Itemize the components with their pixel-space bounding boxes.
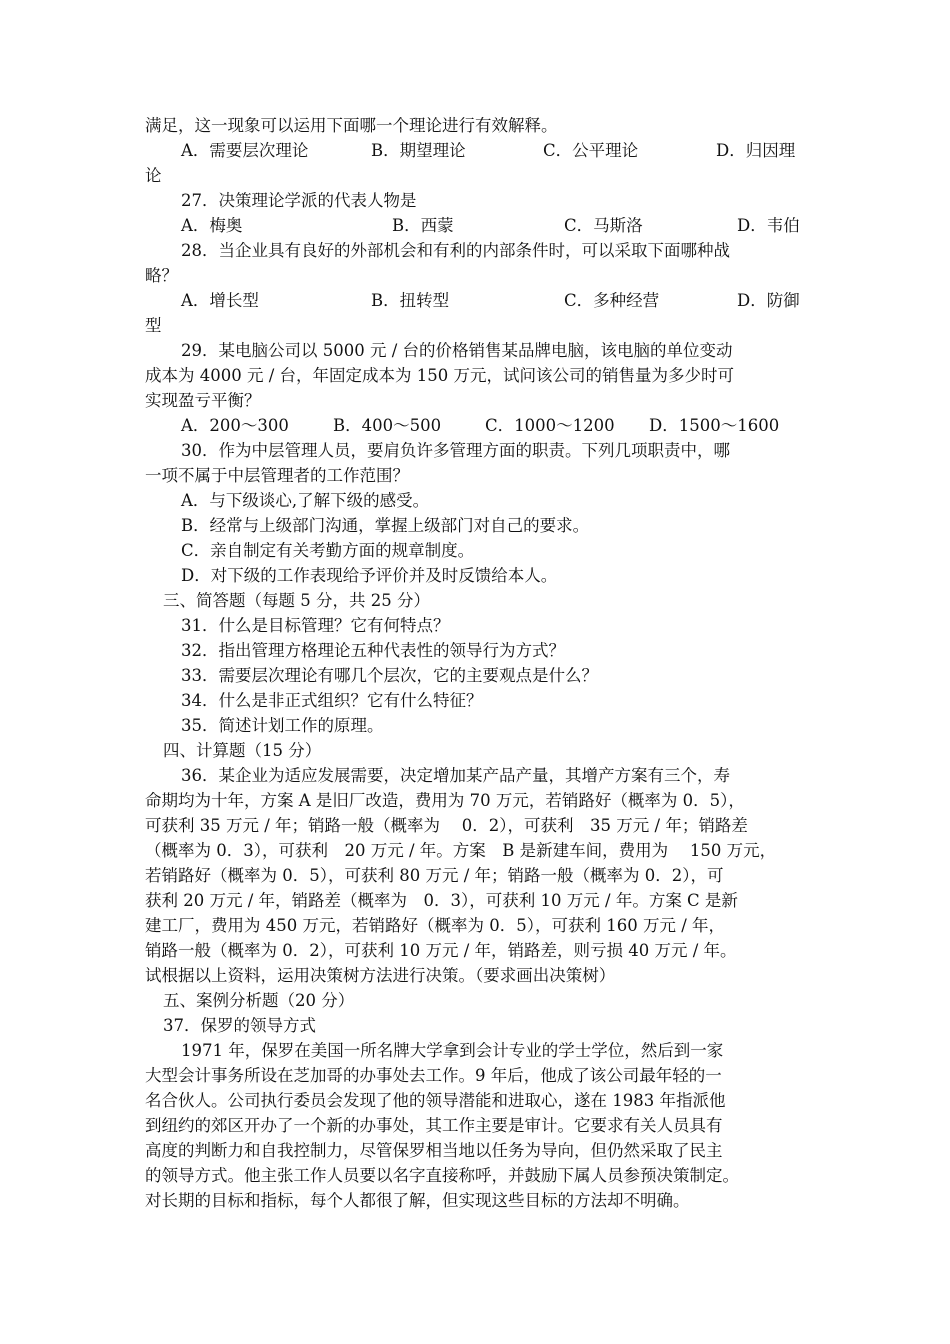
q36-line: 销路一般（概率为 0．2），可获利 10 万元 / 年，销路差，则亏损 40 万元 / 年。 bbox=[145, 941, 737, 960]
case-paragraph-line: 高度的判断力和自我控制力，尽管保罗相当地以任务为导向，但仍然采取了民主 bbox=[145, 1141, 723, 1160]
q36-line: 若销路好（概率为 0．5），可获利 80 万元 / 年；销路一般（概率为 0．2），可 bbox=[145, 866, 724, 885]
q29-line2: 成本为 4000 元 / 台，年固定成本为 150 万元，试问该公司的销售量为多少时可 bbox=[145, 366, 735, 385]
q28-option-d: D．防御 bbox=[737, 291, 800, 310]
q28-stem-line2: 略？ bbox=[145, 266, 178, 285]
section-5-heading: 五、案例分析题（20 分） bbox=[163, 991, 355, 1010]
case-paragraph-line: 对长期的目标和指标，每个人都很了解，但实现这些目标的方法却不明确。 bbox=[145, 1191, 690, 1210]
q35-text: 35．简述计划工作的原理。 bbox=[181, 716, 384, 735]
case-paragraph-line: 名合伙人。公司执行委员会发现了他的领导潜能和进取心，遂在 1983 年指派他 bbox=[145, 1091, 726, 1110]
q29-option-c: C．1000～1200 bbox=[485, 416, 615, 435]
q27-option-a: A．梅奥 bbox=[181, 216, 243, 235]
q26-options bbox=[145, 138, 810, 163]
q27-options bbox=[145, 213, 810, 238]
q30-option-d: D．对下级的工作表现给予评价并及时反馈给本人。 bbox=[181, 566, 558, 585]
q28-option-c: C．多种经营 bbox=[564, 291, 660, 310]
q29-option-d: D．1500～1600 bbox=[649, 416, 780, 435]
q36-line: 可获利 35 万元 / 年；销路一般（概率为 0．2），可获利 35 万元 / 年；销路差 bbox=[145, 816, 748, 835]
q36-line: 获利 20 万元 / 年，销路差（概率为 0．3），可获利 10 万元 / 年。方案 C 是新 bbox=[145, 891, 738, 910]
q29-line3: 实现盈亏平衡？ bbox=[145, 391, 261, 410]
section-4-heading: 四、计算题（15 分） bbox=[163, 741, 322, 760]
q36-line: 建工厂，费用为 450 万元，若销路好（概率为 0．5），可获利 160 万元 / 年， bbox=[145, 916, 726, 935]
q26-option-d-wrap: 论 bbox=[145, 166, 162, 185]
q27-option-d: D．韦伯 bbox=[737, 216, 800, 235]
q28-options bbox=[145, 288, 810, 313]
q27-stem: 27．决策理论学派的代表人物是 bbox=[181, 191, 417, 210]
q28-option-a: A．增长型 bbox=[181, 291, 259, 310]
q29-options bbox=[145, 413, 810, 438]
q27-option-c: C．马斯洛 bbox=[564, 216, 643, 235]
section-3-heading: 三、简答题（每题 5 分，共 25 分） bbox=[163, 591, 430, 610]
q36-line: （概率为 0．3），可获利 20 万元 / 年。方案 B 是新建车间，费用为 150 万元， bbox=[145, 841, 777, 860]
q28-stem-line1: 28．当企业具有良好的外部机会和有利的内部条件时，可以采取下面哪种战 bbox=[181, 241, 730, 260]
q30-option-a: A．与下级谈心,了解下级的感受。 bbox=[181, 491, 430, 510]
case-paragraph-line: 到纽约的郊区开办了一个新的办事处，其工作主要是审计。它要求有关人员具有 bbox=[145, 1116, 723, 1135]
document-page bbox=[145, 113, 810, 1213]
q30-option-c: C．亲自制定有关考勤方面的规章制度。 bbox=[181, 541, 475, 560]
q26-option-a: A．需要层次理论 bbox=[181, 141, 309, 160]
q30-line2: 一项不属于中层管理者的工作范围？ bbox=[145, 466, 409, 485]
case-paragraph-line: 大型会计事务所设在芝加哥的办事处去工作。9 年后，他成了该公司最年轻的一 bbox=[145, 1066, 722, 1085]
q32-text: 32．指出管理方格理论五种代表性的领导行为方式？ bbox=[181, 641, 565, 660]
q26-continuation: 满足，这一现象可以运用下面哪一个理论进行有效解释。 bbox=[145, 116, 558, 135]
q30-option-b: B．经常与上级部门沟通，掌握上级部门对自己的要求。 bbox=[181, 516, 590, 535]
q26-option-c: C．公平理论 bbox=[543, 141, 639, 160]
case-paragraph-line: 1971 年，保罗在美国一所名牌大学拿到会计专业的学士学位，然后到一家 bbox=[181, 1041, 724, 1060]
q31-text: 31．什么是目标管理？它有何特点？ bbox=[181, 616, 450, 635]
q33-text: 33．需要层次理论有哪几个层次，它的主要观点是什么？ bbox=[181, 666, 598, 685]
q34-text: 34．什么是非正式组织？它有什么特征？ bbox=[181, 691, 483, 710]
q26-option-b: B．期望理论 bbox=[371, 141, 466, 160]
q26-option-d: D．归因理 bbox=[716, 141, 796, 160]
q28-option-b: B．扭转型 bbox=[371, 291, 450, 310]
q29-option-b: B．400～500 bbox=[333, 416, 442, 435]
q29-option-a: A．200～300 bbox=[181, 416, 289, 435]
case-paragraph-line: 的领导方式。他主张工作人员要以名字直接称呼，并鼓励下属人员参预决策制定。 bbox=[145, 1166, 739, 1185]
q27-option-b: B．西蒙 bbox=[392, 216, 454, 235]
q30-line1: 30．作为中层管理人员，要肩负许多管理方面的职责。下列几项职责中，哪 bbox=[181, 441, 730, 460]
q37-title: 37．保罗的领导方式 bbox=[163, 1016, 316, 1035]
q36-line: 试根据以上资料，运用决策树方法进行决策。（要求画出决策树） bbox=[145, 966, 616, 985]
q36-line: 36．某企业为适应发展需要，决定增加某产品产量，其增产方案有三个，寿 bbox=[181, 766, 730, 785]
q28-option-d-wrap: 型 bbox=[145, 316, 162, 335]
q29-line1: 29．某电脑公司以 5000 元 / 台的价格销售某品牌电脑，该电脑的单位变动 bbox=[181, 341, 733, 360]
q36-line: 命期均为十年，方案 A 是旧厂改造，费用为 70 万元，若销路好（概率为 0．5）， bbox=[145, 791, 745, 810]
